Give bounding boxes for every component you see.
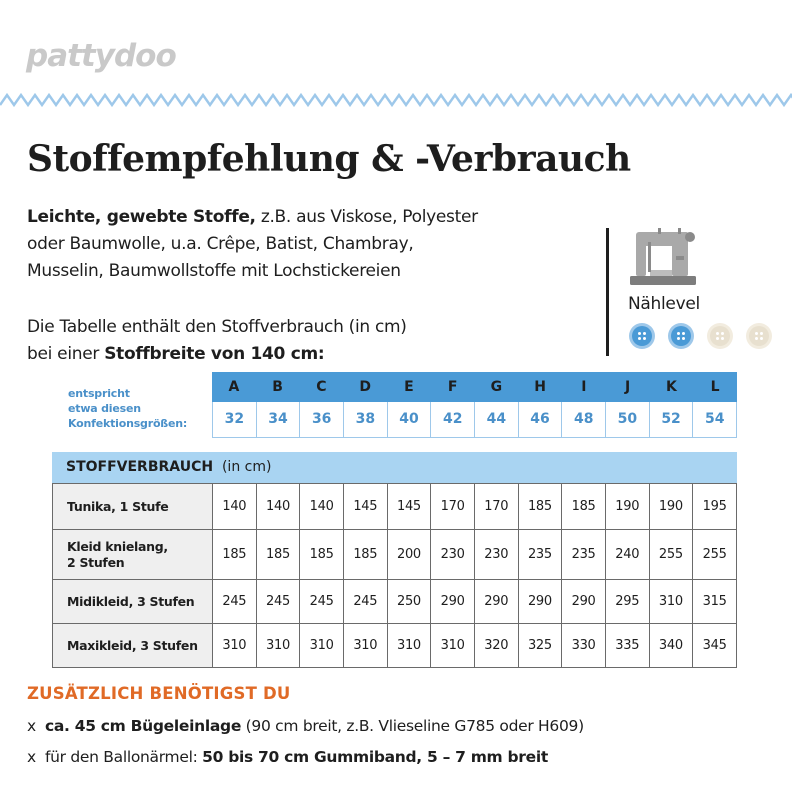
table-cell: 230 — [474, 530, 518, 580]
row-label — [53, 580, 213, 624]
table-cell: 320 — [474, 624, 518, 668]
size-table — [212, 372, 737, 438]
table-cell: 230 — [431, 530, 475, 580]
table-cell: 185 — [300, 530, 344, 580]
table-cell: 190 — [605, 484, 649, 530]
size-letter: I — [581, 379, 587, 395]
row-label-line1: Midikleid, 3 Stufen — [67, 593, 195, 609]
bullet-x: x — [27, 717, 36, 735]
table-cell: 310 — [387, 624, 431, 668]
size-label-line2: etwa diesen — [68, 402, 141, 415]
size-number: 32 — [224, 411, 245, 427]
row-label-line2: 2 Stufen — [67, 554, 125, 570]
table-cell: 170 — [474, 484, 518, 530]
row-label — [53, 530, 213, 580]
intro-line1: z.B. aus Viskose, Polyester — [255, 207, 478, 227]
interfacing-amount: ca. 45 cm Bügeleinlage — [45, 717, 242, 735]
table-cell: 290 — [562, 580, 606, 624]
row-label-line1: Kleid knielang, — [67, 538, 168, 554]
size-number: 50 — [605, 402, 649, 437]
size-letter: D — [359, 379, 371, 395]
table-cell: 255 — [693, 530, 737, 580]
fabric-header-unit: (in cm) — [221, 459, 272, 475]
table-cell: 140 — [300, 484, 344, 530]
table-cell: 290 — [474, 580, 518, 624]
size-numbers-row — [212, 402, 737, 438]
sewing-machine-icon — [628, 226, 698, 288]
size-letters-row — [212, 372, 737, 402]
table-cell: 325 — [518, 624, 562, 668]
divider-line — [606, 228, 609, 356]
table-cell: 345 — [693, 624, 737, 668]
table-row — [53, 484, 737, 530]
fabric-recommendation — [27, 204, 587, 285]
table-cell: 145 — [343, 484, 387, 530]
fabric-table-header — [52, 452, 737, 483]
table-cell: 240 — [605, 530, 649, 580]
size-number: 44 — [474, 402, 518, 437]
table-cell: 185 — [518, 484, 562, 530]
size-number: 46 — [518, 402, 562, 437]
size-number: 40 — [387, 402, 431, 437]
size-letter: K — [665, 379, 677, 395]
row-label — [53, 624, 213, 668]
page-title: Stoffempfehlung & -Verbrauch — [27, 138, 631, 180]
table-cell: 310 — [300, 624, 344, 668]
fabric-header-title: STOFFVERBRAUCH — [66, 459, 214, 475]
brand-logo: pattydoo — [26, 38, 176, 74]
row-label-line1: Maxikleid, 3 Stufen — [67, 637, 198, 653]
size-number: 34 — [256, 402, 300, 437]
table-row — [53, 624, 737, 668]
size-number: 42 — [430, 402, 474, 437]
table-row — [53, 580, 737, 624]
table-cell: 190 — [649, 484, 693, 530]
table-cell: 185 — [562, 484, 606, 530]
size-letter: B — [272, 379, 283, 395]
table-cell: 140 — [256, 484, 300, 530]
table-cell: 290 — [431, 580, 475, 624]
table-cell: 245 — [213, 580, 257, 624]
table-cell: 235 — [518, 530, 562, 580]
table-cell: 140 — [213, 484, 257, 530]
size-number: 38 — [343, 402, 387, 437]
table-cell: 235 — [562, 530, 606, 580]
size-letter: E — [404, 379, 414, 395]
size-letter: C — [316, 379, 327, 395]
table-description — [27, 314, 587, 368]
size-label-line3: Konfektionsgrößen: — [68, 417, 188, 430]
table-cell: 295 — [605, 580, 649, 624]
size-label-line1: entspricht — [68, 387, 130, 400]
size-number: 48 — [561, 402, 605, 437]
table-cell: 340 — [649, 624, 693, 668]
table-cell: 330 — [562, 624, 606, 668]
elastic-prefix: für den Ballonärmel: — [45, 748, 203, 766]
table-cell: 250 — [387, 580, 431, 624]
skill-level-label: Nählevel — [628, 294, 700, 314]
size-number: 54 — [692, 402, 736, 437]
bullet-x: x — [27, 748, 36, 766]
size-letter: A — [228, 379, 240, 395]
table-cell: 245 — [343, 580, 387, 624]
skill-button-empty — [745, 322, 773, 350]
table-cell: 185 — [256, 530, 300, 580]
extra-item-elastic — [27, 748, 548, 766]
fabric-consumption-table — [52, 452, 737, 668]
size-letter: L — [710, 379, 720, 395]
table-cell: 185 — [213, 530, 257, 580]
size-number: 52 — [649, 402, 693, 437]
skill-button-filled — [667, 322, 695, 350]
table-cell: 290 — [518, 580, 562, 624]
size-letter: J — [625, 379, 631, 395]
row-label-line1: Tunika, 1 Stufe — [67, 498, 169, 514]
table-cell: 315 — [693, 580, 737, 624]
table-cell: 185 — [343, 530, 387, 580]
size-number: 36 — [299, 402, 343, 437]
skill-button-empty — [706, 322, 734, 350]
table-cell: 310 — [649, 580, 693, 624]
table-cell: 145 — [387, 484, 431, 530]
fabric-width: Stoffbreite von 140 cm: — [104, 344, 325, 364]
table-cell: 200 — [387, 530, 431, 580]
size-letter: H — [534, 379, 546, 395]
intro-bold: Leichte, gewebte Stoffe, — [27, 207, 256, 227]
skill-level-indicator — [628, 322, 773, 350]
skill-button-filled — [628, 322, 656, 350]
fabric-table-body — [52, 483, 737, 668]
table-desc-prefix: bei einer — [27, 344, 105, 364]
table-row — [53, 530, 737, 580]
size-label — [68, 386, 208, 431]
table-cell: 310 — [431, 624, 475, 668]
table-cell: 170 — [431, 484, 475, 530]
zigzag-divider — [0, 90, 792, 112]
row-label — [53, 484, 213, 530]
elastic-amount: 50 bis 70 cm Gummiband, 5 – 7 mm breit — [202, 748, 548, 766]
size-letter: F — [447, 379, 458, 395]
table-cell: 310 — [256, 624, 300, 668]
intro-line3: Musselin, Baumwollstoffe mit Lochstickereien — [27, 261, 401, 281]
table-cell: 335 — [605, 624, 649, 668]
table-cell: 255 — [649, 530, 693, 580]
table-cell: 310 — [213, 624, 257, 668]
table-cell: 195 — [693, 484, 737, 530]
extra-materials-title: ZUSÄTZLICH BENÖTIGST DU — [27, 684, 291, 703]
table-cell: 245 — [256, 580, 300, 624]
size-letter: G — [490, 379, 503, 395]
table-cell: 245 — [300, 580, 344, 624]
intro-line2: oder Baumwolle, u.a. Crêpe, Batist, Chambray, — [27, 234, 414, 254]
interfacing-detail: (90 cm breit, z.B. Vlieseline G785 oder H609) — [241, 717, 584, 735]
extra-item-interfacing — [27, 717, 584, 735]
table-cell: 310 — [343, 624, 387, 668]
table-desc-line1: Die Tabelle enthält den Stoffverbrauch (in cm) — [27, 317, 407, 337]
